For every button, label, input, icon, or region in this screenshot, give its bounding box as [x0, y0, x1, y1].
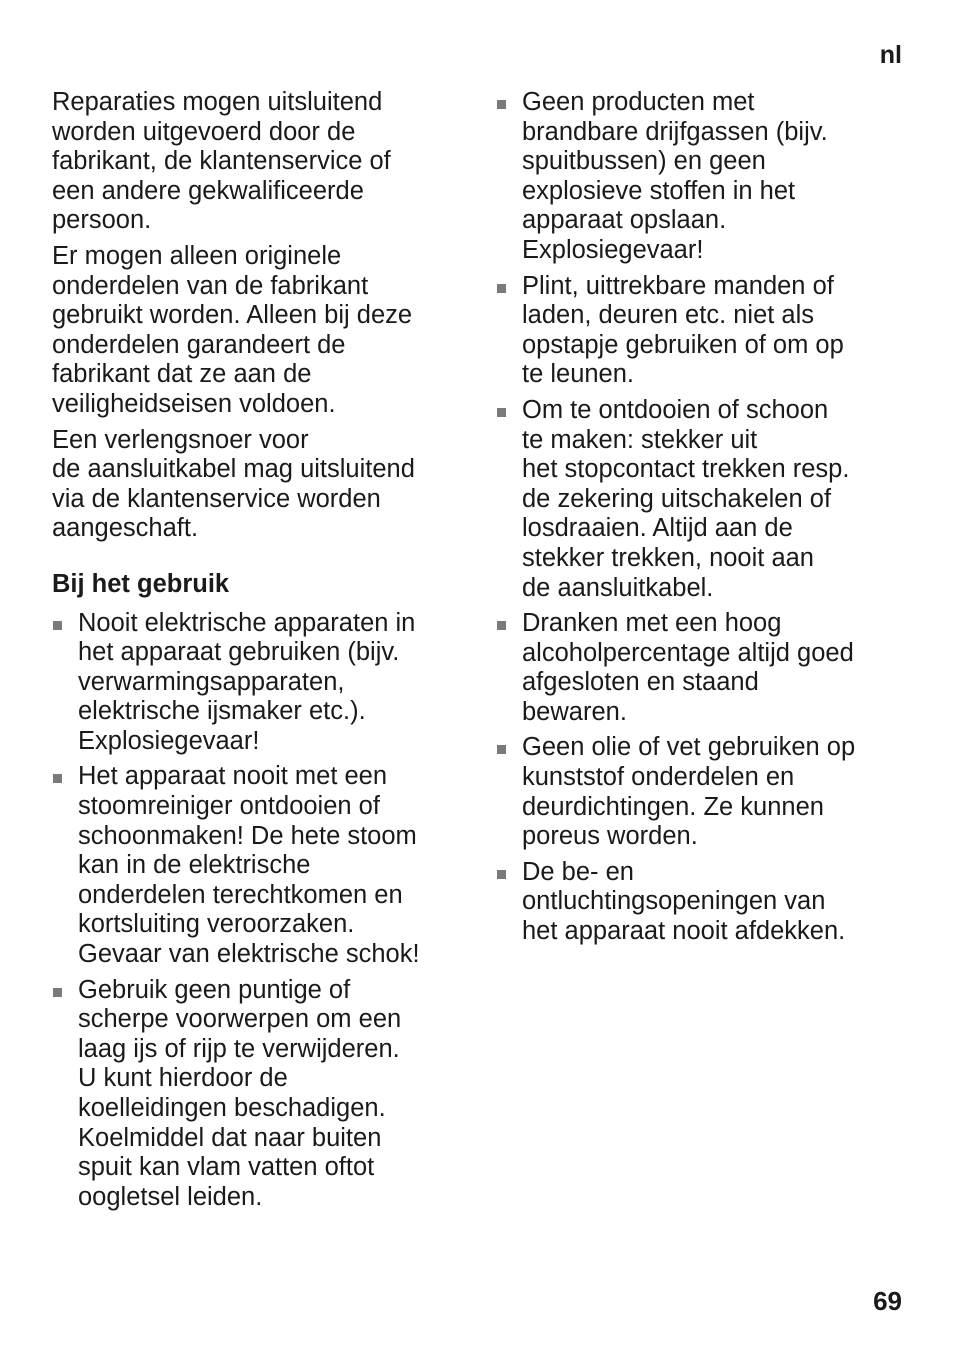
bullet-square-icon [497, 870, 506, 879]
bullet-square-icon [53, 774, 62, 783]
right-column [496, 88, 906, 953]
list-item-text: Gebruik geen puntige of scherpe voorwerpen om een laag ijs of rijp te verwijderen. U kunt hierdoor de koelleidingen beschadigen. Koelmiddel dat naar buiten spuit kan vlam vatten oftot oogletsel leiden. [78, 975, 402, 1211]
list-item-text: Nooit elektrische apparaten in het apparaat gebruiken (bijv. verwarmingsapparaten, elektrische ijsmaker etc.). Explosiegevaar! [78, 608, 416, 755]
paragraph-repairs: Reparaties mogen uitsluitend worden uitgevoerd door de fabrikant, de klantenservice of een andere gekwalificeerde persoon. [52, 88, 391, 235]
list-item-text: Om te ontdooien of schoon te maken: stekker uit het stopcontact trekken resp. de zekering uitschakelen of losdraaien. Altijd aan de stekker trekken, nooit aan de aansluitkabel. [522, 395, 850, 602]
bullet-square-icon [497, 408, 506, 417]
bullet-square-icon [53, 988, 62, 997]
bullet-square-icon [497, 100, 506, 109]
list-item [496, 733, 906, 851]
list-item-text: Het apparaat nooit met een stoomreiniger ontdooien of schoonmaken! De hete stoom kan in de elektrische onderdelen terechtkomen en kortsluiting veroorzaken. Gevaar van elektrische schok! [78, 762, 420, 969]
paragraph-extension-cord: Een verlengsnoer voor de aansluitkabel mag uitsluitend via de klantenservice worden aangeschaft. [52, 425, 415, 543]
bullet-square-icon [53, 621, 62, 630]
list-item-text: Dranken met een hoog alcoholpercentage altijd goed afgesloten en staand bewaren. [522, 609, 854, 726]
list-item-text: Geen olie of vet gebruiken op kunststof onderdelen en deurdichtingen. Ze kunnen poreus worden. [522, 733, 856, 851]
list-item [52, 976, 462, 1213]
left-column [52, 88, 462, 1218]
language-code: nl [879, 41, 902, 69]
left-bullet-list [52, 609, 462, 1213]
list-item [52, 762, 462, 969]
list-item [496, 88, 906, 266]
right-bullet-list [496, 88, 906, 947]
list-item-text: De be- en ontluchtingsopeningen van het apparaat nooit afdekken. [522, 857, 846, 946]
list-item [496, 609, 906, 727]
list-item [496, 272, 906, 390]
list-item [496, 396, 906, 603]
bullet-square-icon [497, 284, 506, 293]
bullet-square-icon [497, 745, 506, 754]
list-item-text: Plint, uittrekbare manden of laden, deuren etc. niet als opstapje gebruiken of om op te leunen. [522, 271, 844, 389]
list-item-text: Geen producten met brandbare drijfgassen (bijv. spuitbussen) en geen explosieve stoffen in het apparaat opslaan. Explosiegevaar! [522, 88, 828, 264]
list-item [496, 858, 906, 947]
list-item [52, 609, 462, 757]
bullet-square-icon [497, 621, 506, 630]
section-heading: Bij het gebruik [52, 569, 230, 598]
page-number: 69 [873, 1286, 902, 1316]
paragraph-original-parts: Er mogen alleen originele onderdelen van de fabrikant gebruikt worden. Alleen bij deze onderdelen garandeert de fabrikant dat ze aan de veiligheidseisen voldoen. [52, 241, 413, 418]
